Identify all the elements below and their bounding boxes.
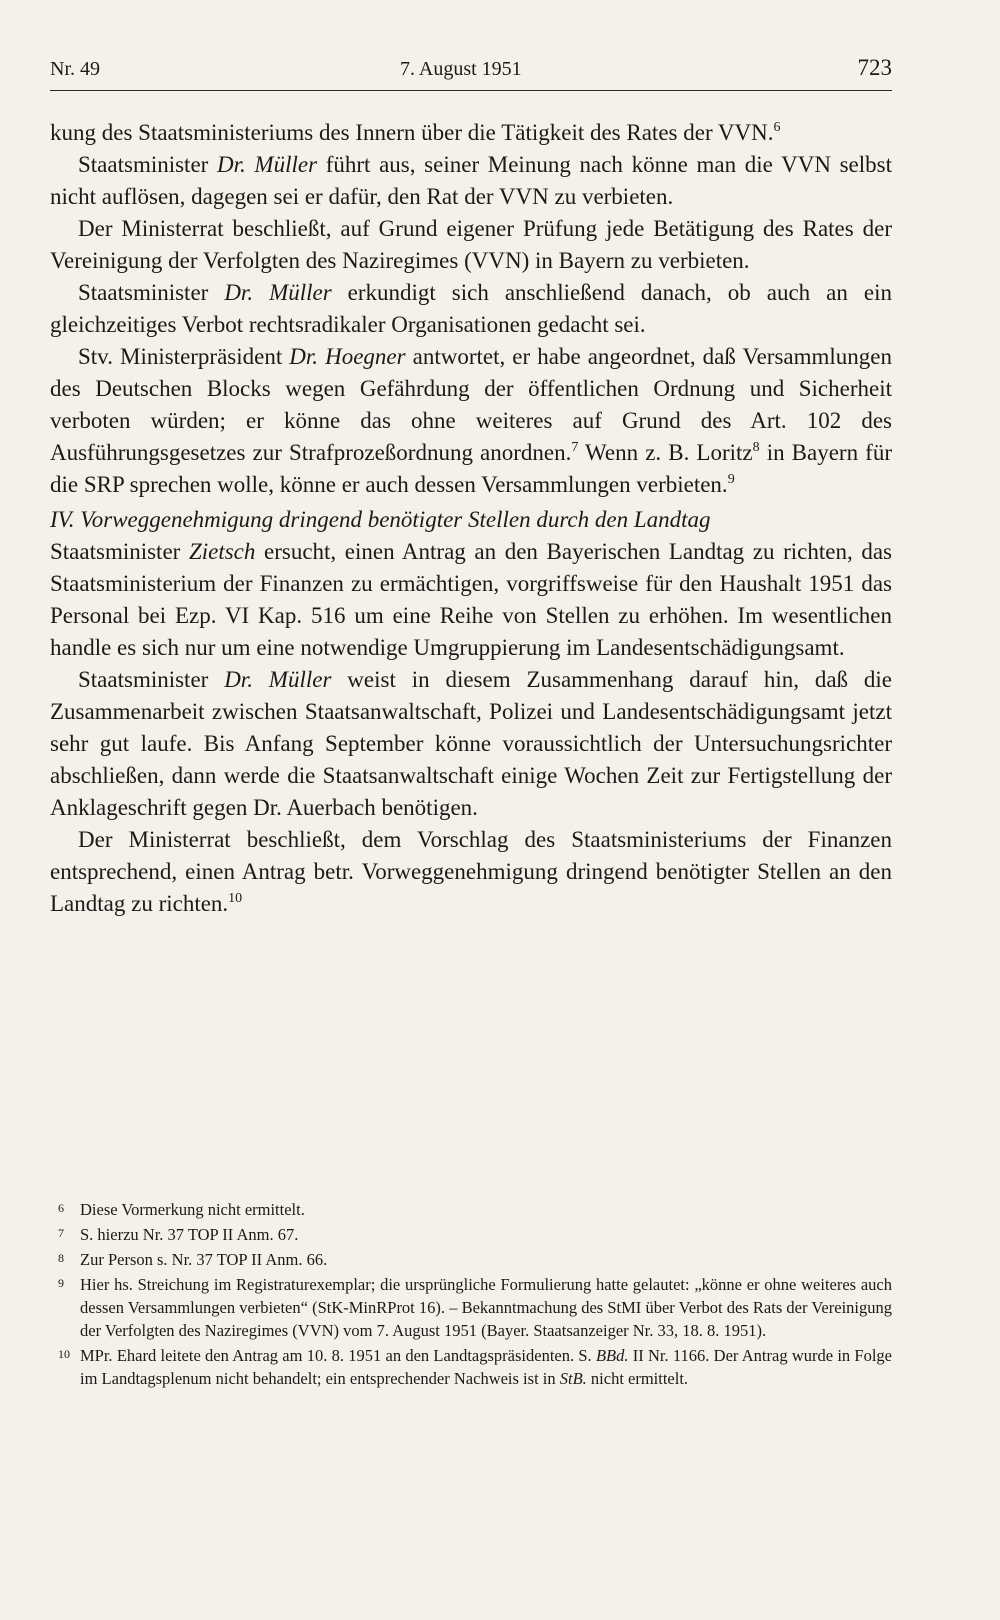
speaker-name: Dr. Müller: [224, 667, 332, 692]
paragraph-1: kung des Staatsministeriums des Innern über die Tätigkeit des Rates der VVN.$^6$: [50, 120, 781, 145]
footnote: 6 Diese Vormerkung nicht ermittelt.: [50, 1198, 892, 1221]
document-date: 7. August 1951: [400, 58, 522, 80]
speaker-name: Dr. Müller: [217, 152, 318, 177]
footnote-number: 9: [58, 1276, 64, 1290]
paragraph-7: Staatsminister Dr. Müller weist in diesem Zusammenhang darauf hin, daß die Zusammenarbeit zwischen Staatsanwaltschaft, Polizei und Landesentschädigungsamt jetzt sehr gut laufe. Bis Anfang September könne voraussichtlich der Untersuchungsrichter abschließen, dann werde die Staatsanwaltschaft einige Wochen Zeit zur Fertigstellung der Anklageschrift gegen Dr. Auerbach benötigen.: [50, 667, 892, 820]
speaker-name: Zietsch: [188, 539, 256, 564]
paragraph-4: Staatsminister Dr. Müller erkundigt sich anschließend danach, ob auch an ein gleichzeitiges Verbot rechtsradikaler Organisationen gedacht sei.: [50, 280, 892, 337]
footnote-number: 7: [58, 1226, 64, 1240]
footnote-number: 8: [58, 1251, 64, 1265]
section-heading: IV. Vorweggenehmigung dringend benötigter Stellen durch den Landtag: [50, 507, 711, 532]
paragraph-8: Der Ministerrat beschließt, dem Vorschlag des Staatsministeriums der Finanzen entsprechend, einen Antrag betr. Vorweggenehmigung dringend benötigter Stellen an den Landtag zu richten.$^{10}$: [50, 827, 892, 916]
speaker-name: Dr. Hoegner: [289, 344, 406, 369]
footnote: 10 MPr. Ehard leitete den Antrag am 10. 8. 1951 an den Landtagspräsidenten. S. BBd. II Nr. 1166. Der Antrag wurde in Folge im Landtagsplenum nicht behandelt; ein entsprechender Nachweis ist in StB. nicht ermittelt.: [50, 1344, 892, 1390]
footnote: 8 Zur Person s. Nr. 37 TOP II Anm. 66.: [50, 1248, 892, 1271]
footnote-number: 6: [58, 1201, 64, 1215]
footnotes: [50, 1198, 892, 1392]
paragraph-6: Staatsminister Zietsch ersucht, einen Antrag an den Bayerischen Landtag zu richten, das Staatsministerium der Finanzen zu ermächtigen, vorgriffsweise für den Haushalt 1951 das Personal bei Ezp. VI Kap. 516 um eine Reihe von Stellen zu erhöhen. Im wesentlichen handle es sich nur um eine notwendige Umgruppierung im Landesentschädigungsamt.: [50, 539, 892, 660]
paragraph-3: Der Ministerrat beschließt, auf Grund eigener Prüfung jede Betätigung des Rates der Vereinigung der Verfolgten des Naziregimes (VVN) in Bayern zu verbieten.: [50, 216, 892, 273]
footnote-ref-9: 9: [727, 472, 735, 487]
footnote-ref-10: 10: [228, 891, 243, 906]
footnote: 9 Hier hs. Streichung im Registraturexemplar; die ursprüngliche Formulierung hatte gelautet: „könne er ohne weiteres auch dessen Versammlungen verbieten“ (StK-MinRProt 16). – Bekanntmachung des StMI über Verbot des Rats der Vereinigung der Verfolgten des Naziregimes (VVN) vom 7. August 1951 (Bayer. Staatsanzeiger Nr. 33, 18. 8. 1951).: [50, 1273, 892, 1342]
page-header: [50, 50, 892, 91]
paragraph-2: Staatsminister Dr. Müller führt aus, seiner Meinung nach könne man die VVN selbst nicht auflösen, dagegen sei er dafür, den Rat der VVN zu verbieten.: [50, 152, 892, 209]
footnote-ref-7: 7: [571, 440, 579, 455]
footnote-number: 10: [58, 1347, 70, 1361]
body-text: [50, 117, 892, 920]
page-number: 723: [857, 55, 892, 80]
footnote-ref-6: 6: [773, 120, 781, 135]
footnote: 7 S. hierzu Nr. 37 TOP II Anm. 67.: [50, 1223, 892, 1246]
speaker-name: Dr. Müller: [224, 280, 332, 305]
document-number: Nr. 49: [50, 58, 100, 80]
paragraph-5: Stv. Ministerpräsident Dr. Hoegner antwortet, er habe angeordnet, daß Versammlungen des Deutschen Blocks wegen Gefährdung der öffentlichen Ordnung und Sicherheit verboten würden; er könne das ohne weiteres auf Grund des Art. 102 des Ausführungsgesetzes zur Strafprozeßordnung anordnen.$^7$ Wenn z. B. Loritz$^8$ in Bayern für die SRP sprechen wolle, könne er auch dessen Versammlungen verbieten.$^9$: [50, 344, 892, 497]
footnote-ref-8: 8: [752, 440, 760, 455]
